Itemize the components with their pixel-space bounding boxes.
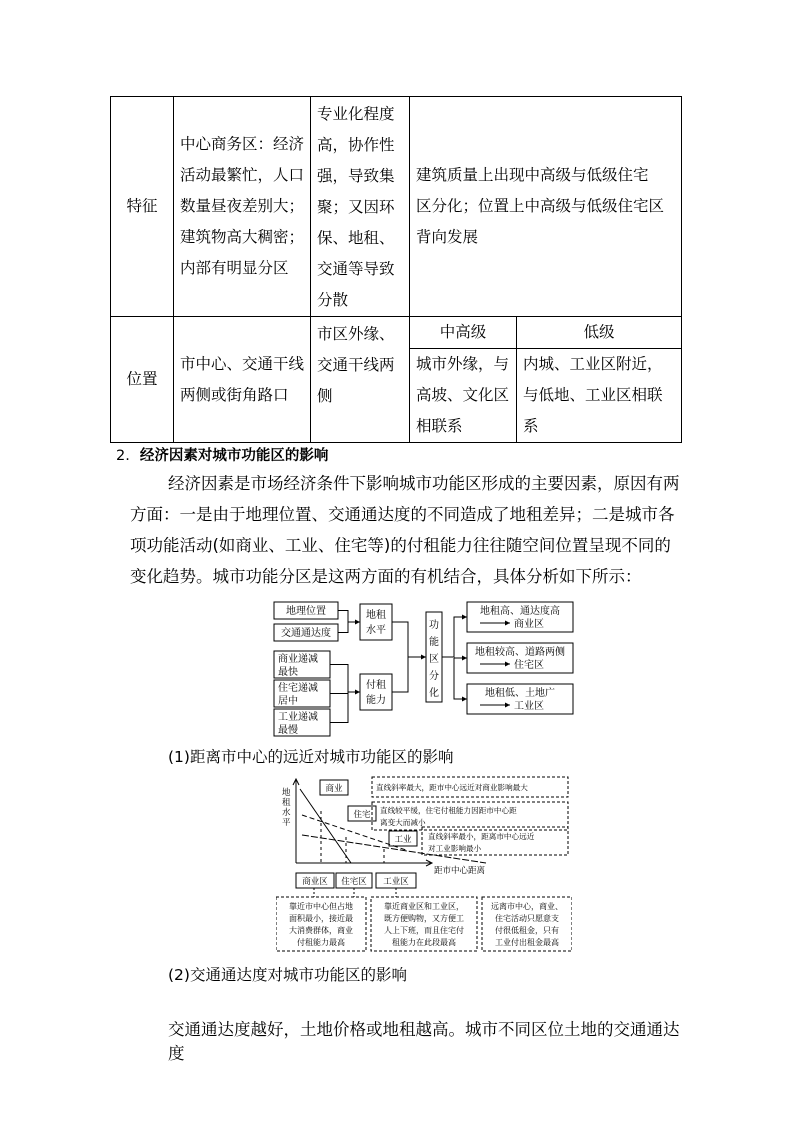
output-industry-zone: 工业区 xyxy=(514,701,544,712)
note-industry-4: 工业付出租金最高 xyxy=(495,938,559,947)
cell-line: 交通干线两 xyxy=(317,356,395,374)
note-industry-3: 付很低租金，只有 xyxy=(495,926,559,935)
section-heading xyxy=(116,444,328,465)
input-location: 地理位置 xyxy=(286,606,326,617)
center-char-4: 分 xyxy=(429,671,439,682)
residential-features xyxy=(410,97,682,317)
cell-line: 与低地、工业区相联 xyxy=(523,386,663,404)
function-zone-table xyxy=(110,96,682,443)
cell-line: 建筑物高大稠密； xyxy=(180,228,305,246)
subheading-accessibility: (2)交通通达度对城市功能区的影响 xyxy=(168,966,407,984)
flowchart xyxy=(270,598,576,738)
industry-note-2: 对工业影响最小 xyxy=(428,844,482,853)
center-char-1: 功 xyxy=(429,620,439,631)
cell-line: 专业化程度 xyxy=(317,105,395,123)
housing-note-1: 直线较平缓，住宅付租能力因距市中心距 xyxy=(380,806,517,815)
curve-label-industry: 工业 xyxy=(394,835,412,845)
center-char-3: 区 xyxy=(429,654,439,665)
rent-ability-line1: 付租 xyxy=(366,680,386,691)
cell-line: 侧 xyxy=(317,387,333,405)
cell-line: 两侧或街角路口 xyxy=(180,385,289,404)
output-housing-cond: 地租较高、道路两侧 xyxy=(475,647,565,658)
high-grade-header: 中高级 xyxy=(410,317,517,349)
note-housing-2: 既方便购物，又方便工 xyxy=(384,914,464,923)
ylabel-char-3: 水 xyxy=(282,808,291,818)
cbd-location xyxy=(174,317,311,443)
note-commerce-2: 面积最小，接近最 xyxy=(289,914,353,923)
center-char-2: 能 xyxy=(429,637,439,648)
commerce-decline-1: 商业递减 xyxy=(278,654,318,665)
section-title: 经济因素对城市功能区的影响 xyxy=(139,448,329,464)
subheading-distance: (1)距离市中心的远近对城市功能区的影响 xyxy=(168,748,454,766)
note-industry-2: 住宅活动只愿意支 xyxy=(495,914,559,923)
note-commerce-3: 大消费群体，商业 xyxy=(289,926,353,935)
zone-commerce: 商业区 xyxy=(302,877,328,887)
cell-line: 相联系 xyxy=(416,417,463,435)
cell-line: 市中心、交通干线 xyxy=(180,354,305,373)
note-industry-1: 远离市中心，商业、 xyxy=(491,902,563,911)
note-housing-3: 人上下班，而且住宅付 xyxy=(384,926,464,935)
output-housing-zone: 住宅区 xyxy=(514,660,544,671)
note-commerce-1: 靠近市中心但占地 xyxy=(289,902,353,911)
rent-ability-line2: 能力 xyxy=(366,695,386,706)
zone-industry: 工业区 xyxy=(383,877,409,887)
cell-line: 市区外缘、 xyxy=(317,325,395,343)
cell-line: 保、地租、 xyxy=(317,229,395,247)
industry-note-1: 直线斜率最小，距离市中心远近 xyxy=(428,832,535,841)
housing-decline-2: 居中 xyxy=(278,696,298,707)
cell-line: 内部有明显分区 xyxy=(180,259,289,277)
cell-line: 高，协作性 xyxy=(317,136,395,154)
cell-line: 建筑质量上出现中高级与低级住宅 xyxy=(416,166,649,184)
housing-decline-1: 住宅递减 xyxy=(278,683,318,694)
note-commerce-4: 付租能力最高 xyxy=(297,938,345,947)
cell-line: 活动最繁忙，人口 xyxy=(180,166,305,184)
cell-line: 城市外缘，与 xyxy=(416,355,510,373)
cell-line: 数量昼夜差别大； xyxy=(180,197,305,215)
low-grade-location xyxy=(517,349,682,443)
output-industry-cond: 地租低、土地广 xyxy=(485,688,555,699)
ylabel-char-1: 地 xyxy=(282,788,291,798)
cell-line: 高坡、文化区 xyxy=(416,386,510,404)
section-paragraph: 经济因素是市场经济条件下影响城市功能区形成的主要因素，原因有两方面：一是由于地理位置、交通通达度的不同造成了地租差异；二是城市各项功能活动(如商业、工业、住宅等)的付租能力往往随空间位置呈现不同的变化趋势。城市功能分区是这两方面的有机结合，具体分析如下所示： xyxy=(130,474,680,586)
note-housing-1: 靠近商业区和工业区， xyxy=(384,902,464,911)
ylabel-char-4: 平 xyxy=(282,818,291,828)
center-char-5: 化 xyxy=(429,688,439,699)
curve-label-housing: 住宅 xyxy=(353,810,371,820)
output-commerce-zone: 商业区 xyxy=(514,619,544,630)
bid-rent-graph xyxy=(276,775,572,955)
high-grade-location xyxy=(410,349,517,443)
rent-level-line1: 地租 xyxy=(366,610,386,621)
housing-note-2: 离变大而减小 xyxy=(380,818,426,827)
cell-line: 强，导致集 xyxy=(317,167,395,185)
output-commerce-cond: 地租高、通达度高 xyxy=(480,606,560,617)
industrial-features xyxy=(311,97,410,317)
commerce-note: 直线斜率最大，距市中心远近对商业影响最大 xyxy=(376,783,528,792)
cell-line: 分散 xyxy=(317,291,349,309)
zone-housing: 住宅区 xyxy=(341,877,367,887)
xlabel: 距市中心距离 xyxy=(434,866,486,876)
curve-label-commerce: 商业 xyxy=(325,784,343,794)
industrial-location xyxy=(311,317,410,443)
input-accessibility: 交通通达度 xyxy=(281,628,331,639)
section-number: 2. xyxy=(116,448,130,464)
rent-level-line2: 水平 xyxy=(366,625,386,636)
commerce-decline-2: 最快 xyxy=(278,667,298,678)
ylabel-char-2: 租 xyxy=(282,798,291,808)
cell-line: 内城、工业区附近， xyxy=(523,355,663,373)
row-label-features: 特征 xyxy=(111,97,174,317)
low-grade-header: 低级 xyxy=(517,317,682,349)
industry-decline-2: 最慢 xyxy=(278,725,298,736)
cell-line: 交通等导致 xyxy=(317,260,395,278)
cell-line: 区分化；位置上中高级与低级住宅区 xyxy=(416,197,665,215)
note-housing-4: 租能力在此段最高 xyxy=(392,938,456,947)
industry-decline-1: 工业递减 xyxy=(278,712,318,723)
cell-line: 背向发展 xyxy=(416,228,479,246)
cell-line: 系 xyxy=(523,417,539,435)
cell-line: 聚；又因环 xyxy=(317,198,395,216)
row-label-location: 位置 xyxy=(111,317,174,443)
cbd-features xyxy=(174,97,311,317)
cell-line: 中心商务区：经济 xyxy=(180,135,305,153)
accessibility-paragraph: 交通通达度越好，土地价格或地租越高。城市不同区位土地的交通通达度 xyxy=(168,1020,680,1063)
